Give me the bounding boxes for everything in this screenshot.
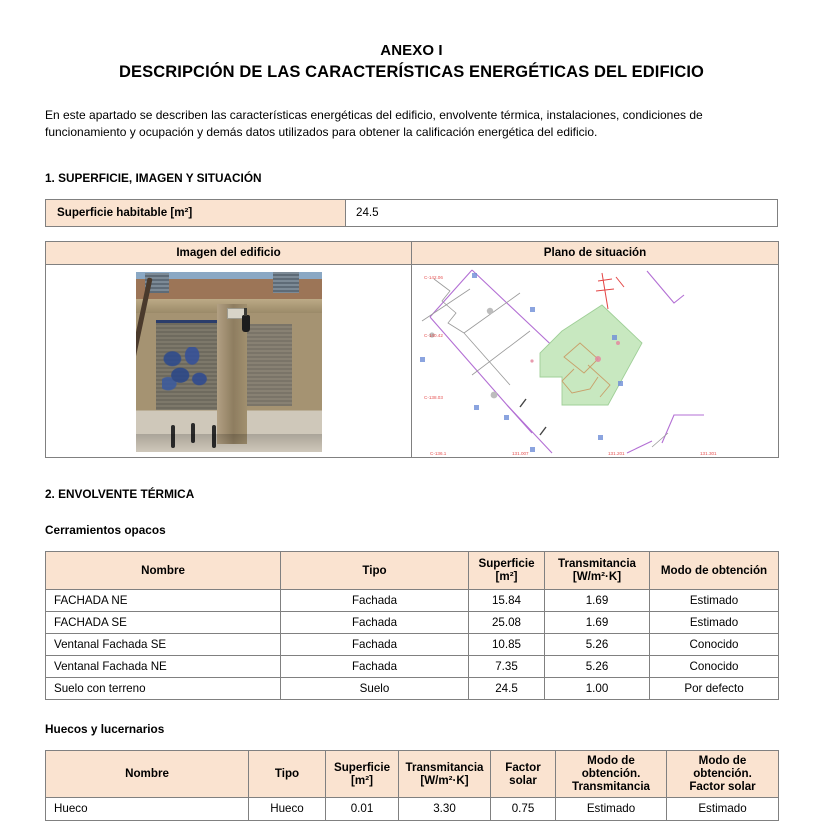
table-row: [46, 677, 779, 699]
column-header-transmitancia-line1: Transmitancia: [558, 557, 636, 571]
svg-text:C-136.1: C-136.1: [430, 450, 447, 456]
plan-parcel: [540, 305, 642, 405]
cell-transmitancia: 1.69: [545, 589, 650, 611]
media-table: [45, 241, 779, 458]
openings-subheading: Huecos y lucernarios: [45, 721, 165, 736]
section-1-heading: 1. SUPERFICIE, IMAGEN Y SITUACIÓN: [45, 170, 262, 185]
tree-branch: [136, 277, 153, 359]
building-photo: [136, 272, 322, 452]
column-header-tipo: Tipo: [281, 551, 469, 589]
cell-nombre: FACHADA SE: [46, 611, 281, 633]
section-2-heading: 2. ENVOLVENTE TÉRMICA: [45, 486, 195, 501]
column-header-factor-solar-line1: Factor: [505, 760, 541, 774]
column-header-modo-transmitancia-line2: obtención.: [581, 767, 641, 780]
cell-tipo: Suelo: [281, 677, 469, 699]
street-lamp-icon: [242, 315, 250, 332]
svg-text:C-142.06: C-142.06: [424, 274, 443, 280]
opaque-enclosures-table: [45, 551, 779, 700]
column-header-transmitancia: [545, 551, 650, 589]
column-header-superficie: [326, 750, 399, 797]
annex-label: ANEXO I: [380, 42, 443, 59]
svg-text:131.301: 131.301: [700, 450, 717, 456]
plan-header: Plano de situación: [412, 241, 779, 264]
site-plan-cell: [412, 264, 779, 457]
column-header-modo-transmitancia-line1: Modo de: [587, 754, 635, 768]
cell-nombre: FACHADA NE: [46, 589, 281, 611]
column-header-factor-solar: [491, 750, 556, 797]
column-header-modo-factor-solar-line3: Factor solar: [689, 779, 756, 793]
surface-table: [45, 199, 778, 227]
openings-table: [45, 750, 779, 821]
cell-transmitancia: 5.26: [545, 655, 650, 677]
table-row: [46, 264, 779, 457]
cell-modo-transmitancia: Estimado: [556, 797, 667, 820]
cell-tipo: Fachada: [281, 611, 469, 633]
column-header-tipo: Tipo: [249, 750, 326, 797]
cell-nombre: Ventanal Fachada NE: [46, 655, 281, 677]
graffiti: [162, 347, 214, 394]
cell-tipo: Fachada: [281, 589, 469, 611]
cell-modo: Conocido: [650, 633, 779, 655]
column-header-transmitancia: [399, 750, 491, 797]
svg-text:C-140.42: C-140.42: [424, 332, 443, 338]
column-header-modo-factor-solar-line2: obtención.: [693, 767, 752, 780]
column-header-superficie: [469, 551, 545, 589]
cell-transmitancia: 3.30: [399, 797, 491, 820]
table-header-row: [46, 241, 779, 264]
cell-transmitancia: 1.69: [545, 611, 650, 633]
svg-text:C-138.03: C-138.03: [424, 394, 443, 400]
column-header-superficie-line1: Superficie: [478, 557, 535, 571]
table-header-row: [46, 551, 779, 589]
ground-shadow: [136, 434, 322, 452]
table-row: [46, 633, 779, 655]
intro-paragraph: En este apartado se describen las características energéticas del edificio, envolvente térmica, instalaciones, condiciones de funcionamiento y ocupación y demás datos utilizados para obtener la calificación energética del edificio.: [45, 107, 703, 140]
cell-superficie: 0.01: [326, 797, 399, 820]
image-header: Imagen del edificio: [46, 241, 412, 264]
cell-factor-solar: 0.75: [491, 797, 556, 820]
cell-modo: Estimado: [650, 589, 779, 611]
cell-transmitancia: 5.26: [545, 633, 650, 655]
opaque-subheading: Cerramientos opacos: [45, 522, 166, 537]
table-row: [46, 797, 779, 820]
cell-modo: Por defecto: [650, 677, 779, 699]
column-header-factor-solar-line2: solar: [509, 773, 537, 787]
column-header-modo-factor-solar: [667, 750, 779, 797]
column-header-transmitancia-line2: [W/m²·K]: [572, 570, 622, 583]
page-title: DESCRIPCIÓN DE LAS CARACTERÍSTICAS ENERGÉTICAS DEL EDIFICIO: [119, 63, 704, 82]
cell-modo: Estimado: [650, 611, 779, 633]
column-header-nombre: Nombre: [46, 551, 281, 589]
table-row: [46, 611, 779, 633]
cell-superficie: 15.84: [469, 589, 545, 611]
site-plan-drawing: [412, 265, 778, 457]
cell-tipo: Hueco: [249, 797, 326, 820]
table-row: [46, 199, 778, 226]
surface-value: 24.5: [346, 199, 778, 226]
cell-superficie: 7.35: [469, 655, 545, 677]
cell-tipo: Fachada: [281, 633, 469, 655]
column-header-modo: Modo de obtención: [650, 551, 779, 589]
shutter-right: [247, 324, 292, 407]
svg-text:131.007: 131.007: [512, 450, 529, 456]
svg-text:131.201: 131.201: [608, 450, 625, 456]
window-right: [273, 272, 299, 294]
table-header-row: [46, 750, 779, 797]
table-row: [46, 655, 779, 677]
title-block: [45, 0, 778, 85]
cell-modo: Conocido: [650, 655, 779, 677]
column-header-modo-factor-solar-line1: Modo de: [698, 754, 747, 768]
cell-nombre: Suelo con terreno: [46, 677, 281, 699]
column-header-nombre: Nombre: [46, 750, 249, 797]
column-header-modo-transmitancia: [556, 750, 667, 797]
cell-modo-factor-solar: Estimado: [667, 797, 779, 820]
column-header-superficie-line2: [m²]: [351, 773, 373, 787]
cell-nombre: Hueco: [46, 797, 249, 820]
cell-nombre: Ventanal Fachada SE: [46, 633, 281, 655]
column-header-transmitancia-line1: Transmitancia: [405, 760, 484, 774]
column-header-superficie-line2: [m²]: [495, 570, 518, 583]
building-photo-cell: [46, 264, 412, 457]
column-header-modo-transmitancia-line3: Transmitancia: [572, 779, 650, 793]
cell-superficie: 24.5: [469, 677, 545, 699]
building-photo-image: [136, 272, 322, 452]
site-plan: [412, 265, 778, 457]
cell-superficie: 25.08: [469, 611, 545, 633]
cell-transmitancia: 1.00: [545, 677, 650, 699]
table-row: [46, 589, 779, 611]
column-header-transmitancia-line2: [W/m²·K]: [420, 773, 469, 787]
column-header-superficie-line1: Superficie: [333, 760, 391, 774]
cell-superficie: 10.85: [469, 633, 545, 655]
surface-label: Superficie habitable [m²]: [46, 199, 346, 226]
cell-tipo: Fachada: [281, 655, 469, 677]
